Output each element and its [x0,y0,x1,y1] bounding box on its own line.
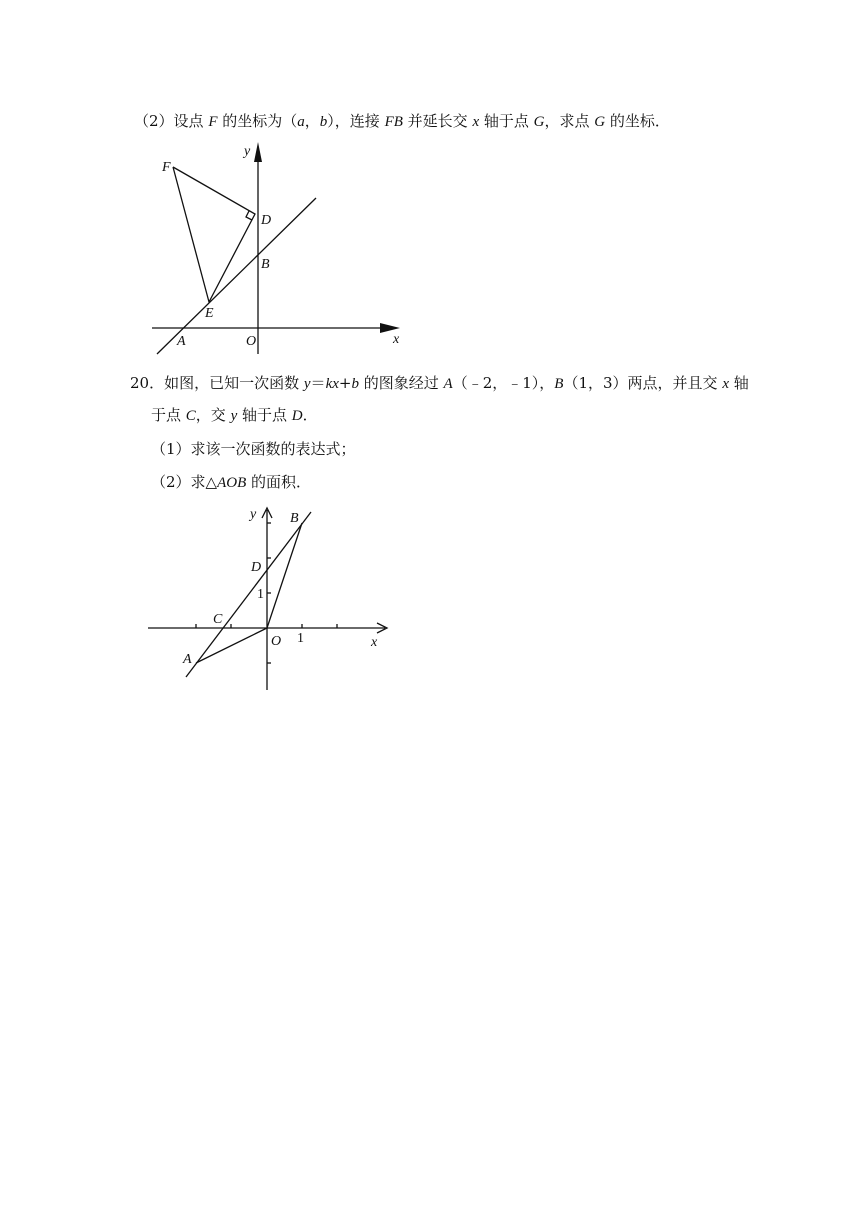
math-variable: a [297,114,305,130]
fig2-label-c: C [213,612,223,627]
q20-sub2-body [151,473,311,491]
fig1-label-e: E [205,306,214,321]
text-run: ，交 [195,406,231,424]
fig2-label-y: y [250,507,257,522]
fig1-label-o: O [246,334,257,349]
text-run: ），连接 [327,112,385,130]
text-run: （1，3）两点，并且交 [563,374,723,392]
fig2-line-ab [186,512,311,677]
q20-line2-body [151,406,318,424]
text-run: 的坐标． [605,112,670,130]
fig2-segment-oa [196,628,267,663]
text-run: （2）求△ [151,473,218,491]
text-run: 如图，已知一次函数 [164,374,304,392]
fig1-label-b: B [261,257,270,272]
math-variable: kx [325,376,339,392]
text-run: ＝ [310,374,326,392]
math-variable: G [533,114,545,130]
part2-label: （2） [134,112,174,130]
math-variable: F [208,114,218,130]
q20-line1-body [164,374,749,392]
q20-sub1: （1）求该一次函数的表达式； [151,440,356,458]
math-variable: A [443,376,453,392]
math-variable: y [230,408,238,424]
math-variable: b [319,114,328,130]
text-run: 轴于点 [479,112,534,130]
text-run: ，求点 [544,112,595,130]
fig1-y-arrow [254,142,262,162]
text-run: 于点 [151,406,186,424]
math-variable: AOB [217,475,247,491]
text-run: 并延长交 [402,112,473,130]
fig1-label-y: y [244,144,251,159]
fig2-label-o: O [271,634,282,649]
math-variable: G [594,114,606,130]
fig2-segment-ob [267,523,302,628]
math-variable: b [351,376,359,392]
fig1-label-d: D [261,213,272,228]
fig2-label-one-x: 1 [297,631,304,646]
q20-number: 20． [130,374,165,392]
fig2-label-b: B [290,511,299,526]
text-run: 轴 [728,374,749,392]
text-run: 的坐标为（ [217,112,298,130]
fig2-label-a: A [183,652,192,667]
fig1-line-ab [157,198,316,354]
text-run: 轴于点 [237,406,292,424]
text-run: 的面积． [246,473,312,491]
fig1-label-f: F [162,160,171,175]
fig2-label-d: D [251,560,262,575]
fig2-label-one-y: 1 [257,587,264,602]
fig1-label-x: x [393,332,400,347]
math-variable: x [472,114,480,130]
math-variable: x [722,376,729,392]
math-variable: FB [384,114,403,130]
math-variable: B [554,376,564,392]
q20-line1 [130,373,749,394]
fig1-label-a: A [177,334,186,349]
text-run: ， [304,112,320,130]
q20-line2 [151,405,318,426]
math-variable: y [303,376,311,392]
text-run: + [338,374,352,392]
text-run: 的图象经过 [358,374,444,392]
text-run: （﹣2，﹣1）， [452,374,555,392]
text-run: ． [302,406,318,424]
text-run: 设点 [173,112,209,130]
math-variable: C [185,408,196,424]
math-variable: D [291,408,303,424]
q20-sub2 [151,472,311,493]
fig1-triangle-fde [173,167,255,302]
fig2-label-x: x [371,635,378,650]
